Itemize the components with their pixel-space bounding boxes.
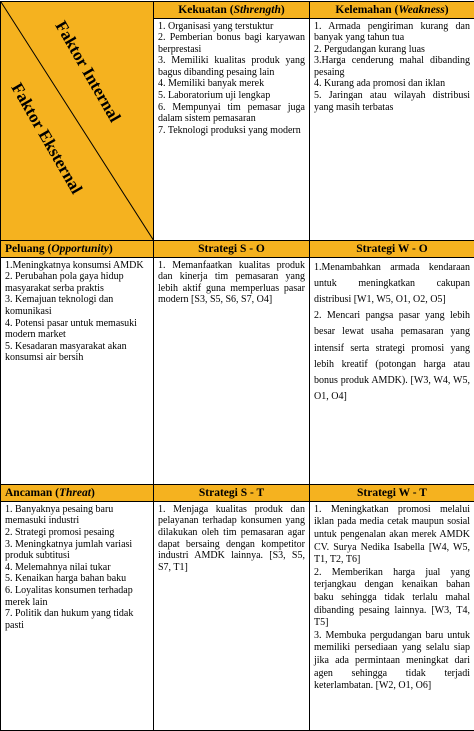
opportunity-item: 3. Kemajuan teknologi dan komunikasi (5, 294, 114, 318)
opportunity-item: 1.Meningkatnya konsumsi AMDK (5, 259, 144, 271)
wo-strategies-list (314, 260, 470, 406)
weakness-item: 3.Harga cenderung mahal dibanding pesaing (314, 55, 470, 78)
weakness-item: 4. Kurang ada promosi dan iklan (314, 78, 446, 90)
opportunity-item: 5. Kesadaran masyarakat akan konsumsi air bersih (5, 340, 127, 364)
weakness-header: Kelemahan (Weakness) (310, 1, 474, 18)
wt-strategy-item: 1. Meningkatkan promosi melalui iklan pada media cetak maupun sosial untuk pengenalan akan merek AMDK CV. Surya Nedika Isabella [W4, W5, T1, T2, T6] (314, 503, 470, 566)
opportunity-item: 4. Potensi pasar untuk memasuki modern market (5, 317, 137, 341)
weaknesses-list (314, 21, 470, 114)
external-factor-label: Faktor Eksternal (7, 79, 87, 197)
wo-strategy-item: 2. Mencari pangsa pasar yang lebih besar lewat usaha pemasaran yang intensif serta strategi promosi yang lebih kreatif (potongan harga atau bonus produk AMDK). [W3, W4, W5, O1, O4] (314, 310, 470, 403)
factor-corner-cell (1, 1, 154, 240)
st-strategy-item: 1. Menjaga kualitas produk dan pelayanan terhadap konsumen yang dilakukan oleh tim pemasaran agar dapat bersaing dengan kompetitor industri AMDK lainnya. [S3, S5, S7, T1] (158, 503, 305, 573)
weakness-item: 1. Armada pengiriman kurang dan banyak yang tahun tua (314, 20, 470, 44)
opportunities-cell (1, 257, 154, 484)
st-strategy-header: Strategi S - T (154, 484, 310, 501)
wo-strategy-header: Strategi W - O (310, 240, 474, 257)
opportunity-header: Peluang (Opportunity) (1, 240, 154, 257)
internal-factor-label: Faktor Internal (51, 17, 125, 125)
strength-item: 3. Memiliki kualitas produk yang bagus dibanding pesaing lain (158, 55, 305, 78)
weakness-item: 2. Pergudangan kurang luas (314, 43, 425, 55)
so-strategy-header: Strategi S - O (154, 240, 310, 257)
threats-cell (1, 501, 154, 730)
threat-item: 1. Banyaknya pesaing baru memasuki industri (5, 503, 114, 527)
st-strategies-list (158, 504, 305, 574)
strength-item: 5. Laboratorium uji lengkap (158, 90, 271, 102)
strength-item: 6. Mempunyai tim pemasar juga dalam sistem pemasaran (158, 101, 305, 125)
so-strategies-list (158, 260, 305, 306)
wo-strategy-item: 1.Menambahkan armada kendaraan untuk meningkatkan cakupan distribusi [W1, W5, O1, O2, O5] (314, 261, 470, 306)
weakness-item: 5. Jaringan atau wilayah distribusi yang masih terbatas (314, 90, 470, 113)
threat-item: 7. Politik dan hukum yang tidak pasti (5, 608, 134, 631)
threat-item: 2. Strategi promosi pesaing (5, 526, 115, 538)
wt-strategies-list (314, 504, 470, 693)
weaknesses-cell (310, 18, 474, 240)
strength-item: 1. Organisasi yang terstuktur (158, 20, 274, 32)
threat-header: Ancaman (Threat) (1, 484, 154, 501)
strength-item: 4. Memiliki banyak merek (158, 78, 265, 90)
threats-list (5, 504, 149, 632)
so-strategies-cell (154, 257, 310, 484)
wt-strategy-item: 3. Membuka pergudangan baru untuk memiliki persediaan yang selalu siap jika ada permintaan meningkat dari agen sehingga tidak terjadi keterlambatan. [W2, O1, O6] (314, 629, 470, 692)
threat-item: 5. Kenaikan harga bahan baku (5, 573, 127, 585)
opportunities-list (5, 260, 149, 364)
strengths-cell (154, 18, 310, 240)
strength-header: Kekuatan (Sthrength) (154, 1, 310, 18)
so-strategy-item: 1. Memanfaatkan kualitas produk dan kinerja tim pemasaran yang lebih aktif guna memperluas pasar modern [S3, S5, S6, S7, O4] (158, 259, 305, 306)
threat-item: 6. Loyalitas konsumen terhadap merek lain (5, 584, 133, 608)
wo-strategies-cell (310, 257, 474, 484)
threat-item: 4. Melemahnya nilai tukar (5, 561, 111, 573)
wt-strategy-item: 2. Memberikan harga jual yang terjangkau dengan kenaikan bahan baku sehingga tidak terlalu mahal dibanding pesaing lainnya. [W3, T4, T5] (314, 566, 470, 629)
wt-strategies-cell (310, 501, 474, 730)
wt-strategy-header: Strategi W - T (310, 484, 474, 501)
strength-item: 2. Pemberian bonus bagi karyawan berprestasi (158, 32, 305, 55)
strengths-list (158, 21, 305, 137)
strength-item: 7. Teknologi produksi yang modern (158, 124, 301, 136)
st-strategies-cell (154, 501, 310, 730)
opportunity-item: 2. Perubahan pola gaya hidup masyarakat serba praktis (5, 271, 124, 294)
threat-item: 3. Meningkatnya jumlah variasi produk subtitusi (5, 538, 133, 562)
